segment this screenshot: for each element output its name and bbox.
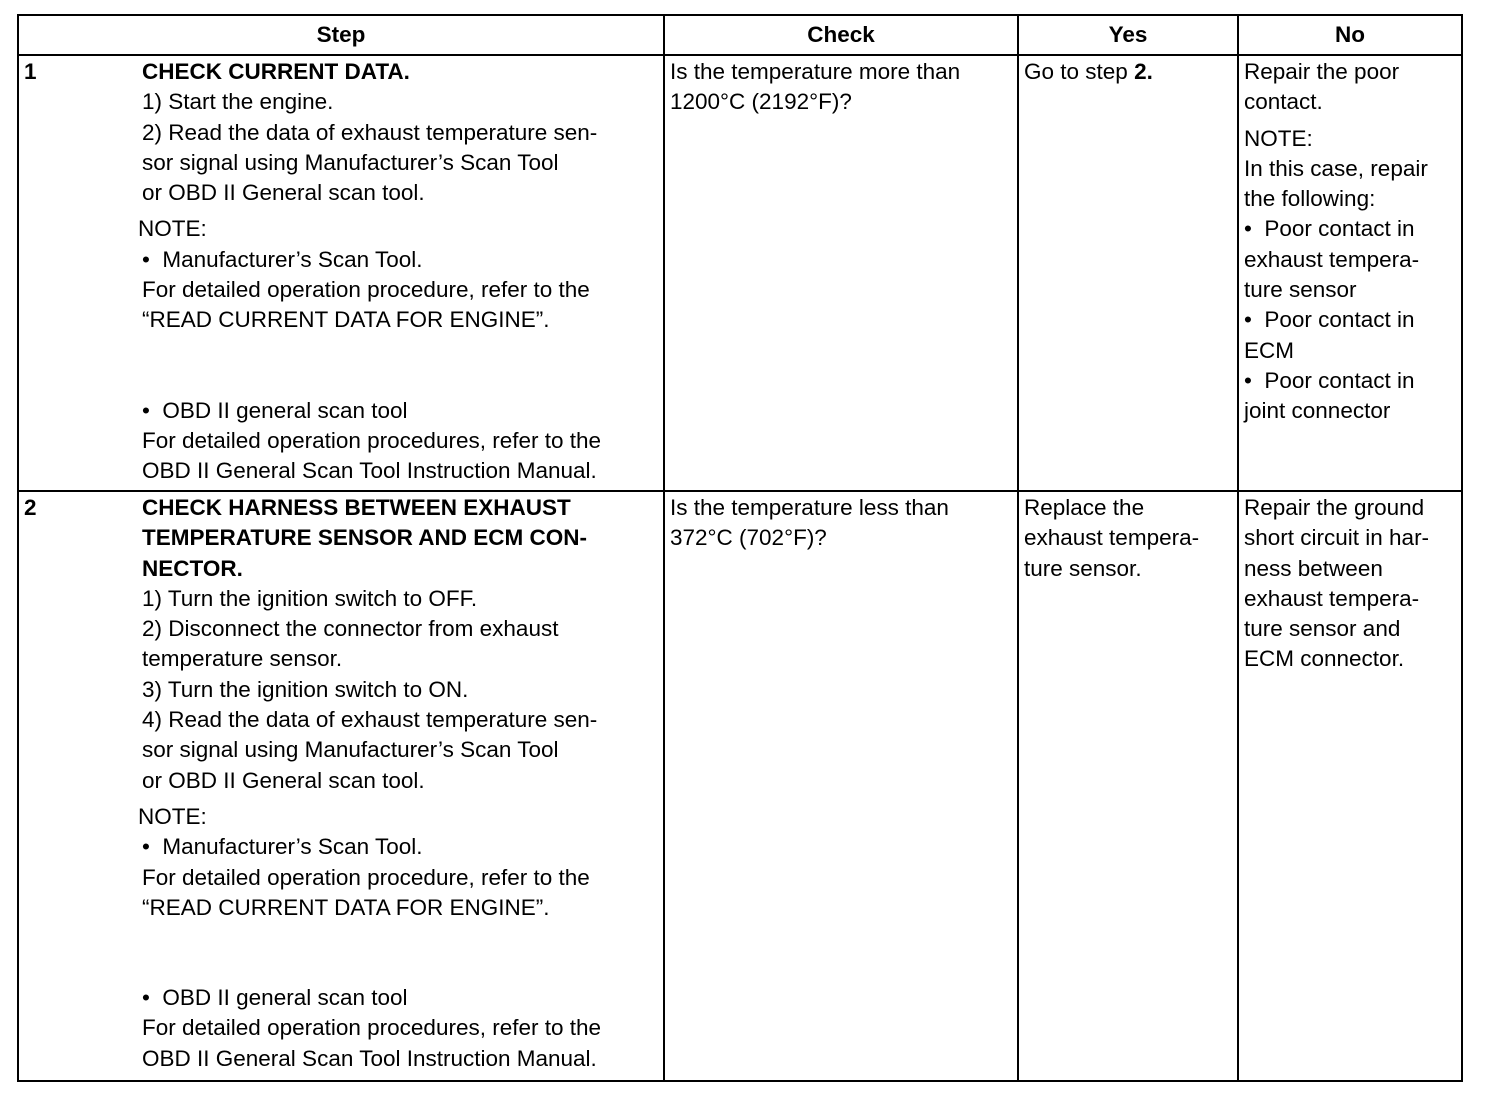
yes-text: exhaust tempera- [1024, 525, 1200, 551]
step-cell [18, 55, 664, 491]
header-step: Step [18, 15, 664, 55]
check-text: Is the temperature less than [670, 495, 949, 520]
check-text: 372°C (702°F)? [670, 525, 827, 551]
no-cell [1238, 491, 1462, 1081]
check-cell [664, 491, 1018, 1081]
table-row [18, 491, 1462, 1081]
no-bullet: • Poor contact in [1244, 366, 1456, 396]
no-bullet: • Poor contact in [1244, 305, 1456, 335]
header-yes: Yes [1018, 15, 1238, 55]
no-text: exhaust tempera- [1244, 585, 1420, 611]
no-text: Repair the poor [1244, 59, 1400, 84]
note-text: For detailed operation procedures, refer to the [142, 1015, 602, 1041]
step-title: CHECK CURRENT DATA. [142, 59, 410, 84]
step-number: 2 [24, 495, 37, 520]
step-instruction: or OBD II General scan tool. [142, 180, 425, 206]
step-cell [18, 491, 664, 1081]
step-number: 1 [24, 59, 37, 84]
spacer [142, 336, 658, 396]
no-bullet-text: ture sensor [1244, 277, 1357, 303]
step-instruction: or OBD II General scan tool. [142, 767, 425, 793]
no-text: short circuit in har- [1244, 525, 1430, 551]
no-note-label: NOTE: [1244, 125, 1313, 151]
note-text: For detailed operation procedure, refer to the [142, 864, 590, 890]
yes-cell [1018, 55, 1238, 491]
note-bullet: • OBD II general scan tool [142, 983, 658, 1013]
header-no: No [1238, 15, 1462, 55]
note-bullet: • Manufacturer’s Scan Tool. [142, 245, 658, 275]
yes-cell [1018, 491, 1238, 1081]
step-instruction: sor signal using Manufacturer’s Scan Tool [142, 149, 559, 175]
yes-prefix: Go to step [1024, 59, 1135, 84]
yes-text: Replace the [1024, 495, 1145, 520]
no-bullet-text: joint connector [1244, 398, 1391, 424]
no-text: ness between [1244, 555, 1383, 581]
step-instruction: 2) Disconnect the connector from exhaust [142, 616, 559, 642]
table-row [18, 55, 1462, 491]
note-label: NOTE: [138, 216, 207, 242]
step-title: NECTOR. [142, 555, 243, 581]
yes-text [1024, 57, 1232, 87]
note-text: “READ CURRENT DATA FOR ENGINE”. [142, 307, 550, 333]
step-instruction: 4) Read the data of exhaust temperature sen- [142, 707, 598, 733]
note-text: For detailed operation procedure, refer to the [142, 277, 590, 303]
no-note-text: In this case, repair [1244, 155, 1428, 181]
no-text: Repair the ground [1244, 495, 1425, 520]
step-instruction: 1) Turn the ignition switch to OFF. [142, 585, 478, 611]
step-body [138, 57, 658, 487]
check-text: Is the temperature more than [670, 59, 961, 84]
note-bullet: • Manufacturer’s Scan Tool. [142, 832, 658, 862]
yes-text: ture sensor. [1024, 555, 1142, 581]
header-check: Check [664, 15, 1018, 55]
step-instruction: 1) Start the engine. [142, 89, 334, 115]
note-text: OBD II General Scan Tool Instruction Manual. [142, 1045, 597, 1071]
yes-step-ref: 2. [1134, 59, 1153, 84]
no-bullet-text: ECM [1244, 337, 1294, 363]
no-text: ture sensor and [1244, 616, 1401, 642]
step-title: TEMPERATURE SENSOR AND ECM CON- [142, 525, 588, 551]
note-text: “READ CURRENT DATA FOR ENGINE”. [142, 894, 550, 920]
step-title: CHECK HARNESS BETWEEN EXHAUST [142, 495, 571, 520]
note-bullet: • OBD II general scan tool [142, 396, 658, 426]
step-body [138, 493, 658, 1074]
step-instruction: 3) Turn the ignition switch to ON. [142, 676, 469, 702]
note-text: For detailed operation procedures, refer to the [142, 427, 602, 453]
step-instruction: 2) Read the data of exhaust temperature sen- [142, 119, 598, 145]
diagnostic-table [17, 14, 1463, 1082]
spacer [142, 923, 658, 983]
header-row [18, 15, 1462, 55]
no-bullet-text: exhaust tempera- [1244, 246, 1420, 272]
note-label: NOTE: [138, 803, 207, 829]
check-text: 1200°C (2192°F)? [670, 89, 852, 115]
check-cell [664, 55, 1018, 491]
no-text: contact. [1244, 89, 1323, 115]
step-instruction: sor signal using Manufacturer’s Scan Tool [142, 737, 559, 763]
note-text: OBD II General Scan Tool Instruction Manual. [142, 458, 597, 484]
no-bullet: • Poor contact in [1244, 214, 1456, 244]
no-note-text: the following: [1244, 186, 1376, 212]
no-cell [1238, 55, 1462, 491]
step-instruction: temperature sensor. [142, 646, 343, 672]
no-text: ECM connector. [1244, 646, 1405, 672]
